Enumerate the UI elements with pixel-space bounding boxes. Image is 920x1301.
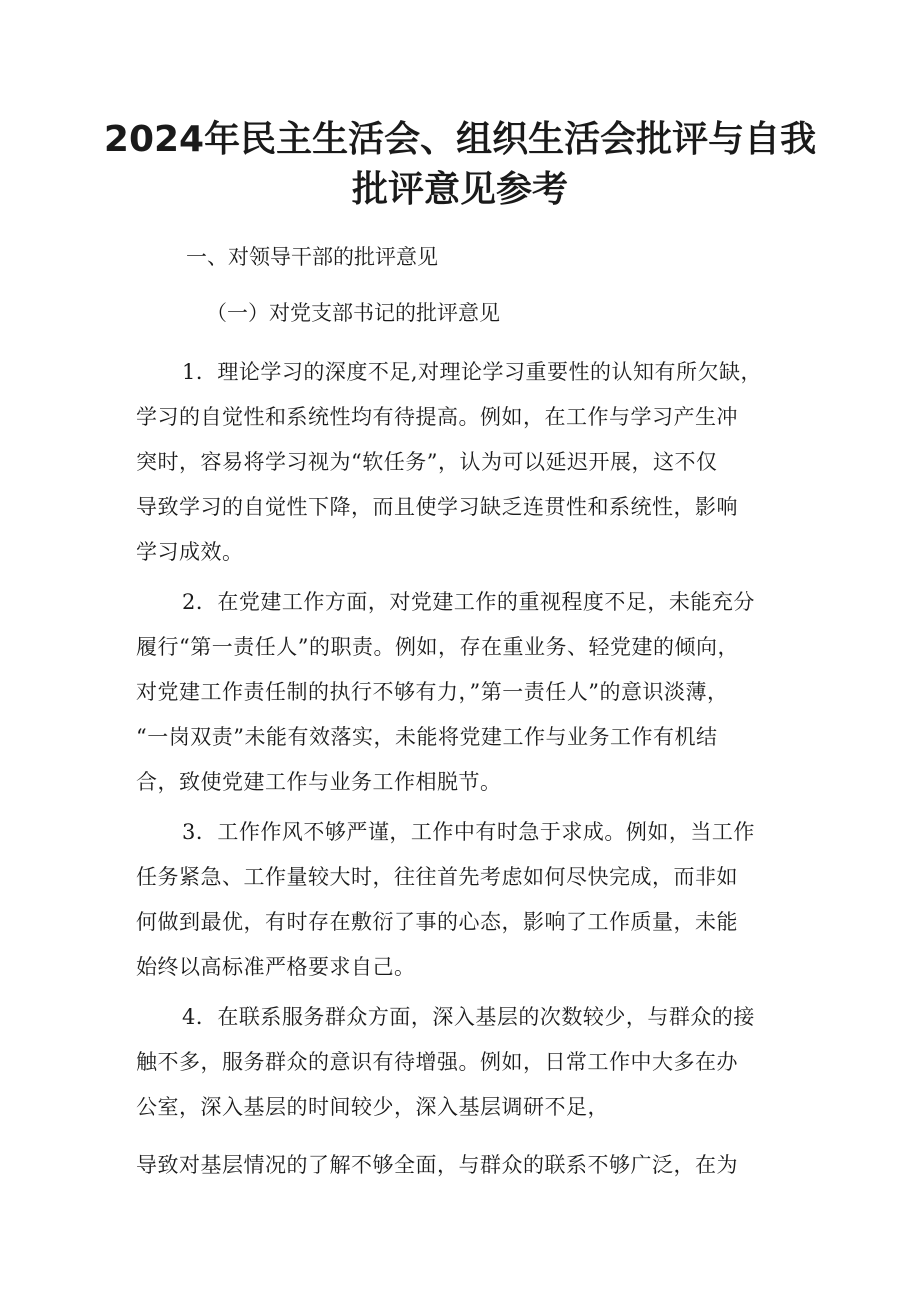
paragraph-line: 1．理论学习的深度不足,对理论学习重要性的认知有所欠缺，	[182, 360, 763, 384]
paragraph-line: 2．在党建工作方面，对党建工作的重视程度不足，未能充分	[182, 590, 755, 614]
paragraph-line: 始终以高标准严格要求自己。	[136, 955, 416, 979]
paragraph-line: 3．工作作风不够严谨，工作中有时急于求成。例如，当工作	[182, 820, 755, 844]
document-title-line-1: 2024年民主生活会、组织生活会批评与自我	[103, 119, 817, 160]
paragraph-1	[136, 350, 796, 575]
paragraph-line: 导致对基层情况的了解不够全面，与群众的联系不够广泛，在为	[136, 1153, 738, 1177]
paragraph-2	[136, 580, 796, 805]
paragraph-line: 导致学习的自觉性下降，而且使学习缺乏连贯性和系统性，影响	[136, 495, 738, 519]
subsection-heading: （一）对党支部书记的批评意见	[206, 301, 500, 325]
paragraph-line: 对党建工作责任制的执行不够有力，”第一责任人”的意识淡薄，	[136, 680, 729, 704]
paragraph-line: 学习的自觉性和系统性均有待提高。例如，在工作与学习产生冲	[136, 405, 738, 429]
paragraph-line: 任务紧急、工作量较大时，往往首先考虑如何尽快完成，而非如	[136, 865, 738, 889]
paragraph-5	[136, 1143, 796, 1188]
paragraph-line: 学习成效。	[136, 540, 244, 564]
paragraph-line: 合，致使党建工作与业务工作相脱节。	[136, 770, 502, 794]
paragraph-line: 突时，容易将学习视为“软任务”，认为可以延迟开展，这不仅	[136, 450, 718, 474]
document-title-line-2: 批评意见参考	[351, 169, 568, 210]
paragraph-line: 公室，深入基层的时间较少，深入基层调研不足，	[136, 1095, 609, 1119]
section-heading: 一、对领导干部的批评意见	[186, 245, 438, 269]
paragraph-line: 履行“第一责任人”的职责。例如，存在重业务、轻党建的倾向，	[136, 635, 739, 659]
paragraph-4	[136, 995, 796, 1130]
paragraph-line: 4．在联系服务群众方面，深入基层的次数较少，与群众的接	[182, 1005, 755, 1029]
paragraph-3	[136, 810, 796, 990]
paragraph-line: “一岗双责”未能有效落实，未能将党建工作与业务工作有机结	[136, 725, 718, 749]
paragraph-line: 何做到最优，有时存在敷衍了事的心态，影响了工作质量，未能	[136, 910, 738, 934]
paragraph-line: 触不多，服务群众的意识有待增强。例如，日常工作中大多在办	[136, 1050, 738, 1074]
